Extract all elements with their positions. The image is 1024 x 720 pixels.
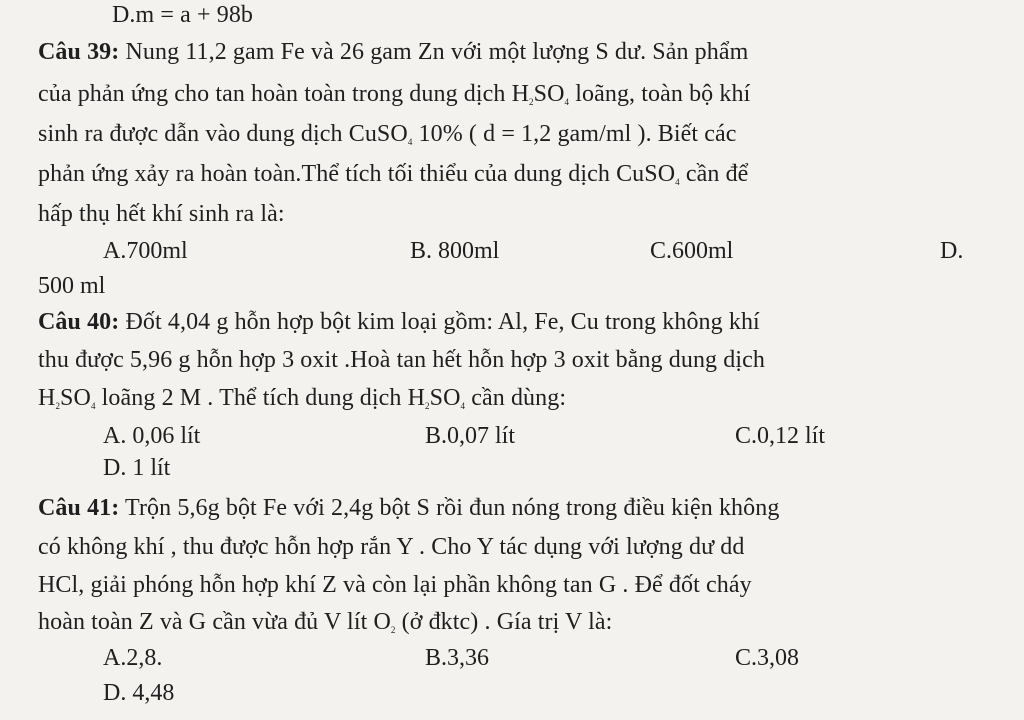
q41-line-1: Câu 41: Trộn 5,6g bột Fe với 2,4g bột S rồi đun nóng trong điều kiện không	[38, 495, 780, 521]
q41-option-c: C.3,08	[735, 645, 800, 671]
q39-line-3: sinh ra được dẫn vào dung dịch CuSO$_4$ 10% ( d = 1,2 gam/ml ). Biết các	[38, 121, 737, 147]
q41-line-2: có không khí , thu được hỗn hợp rắn Y . Cho Y tác dụng với lượng dư dd	[38, 534, 745, 560]
q41-label: Câu 41:	[38, 495, 120, 521]
q41-option-b: B.3,36	[425, 645, 490, 671]
q41-line-4: hoàn toàn Z và G cần vừa đủ V lít $O_2$ (ở đktc) . Gía trị V là:	[38, 609, 613, 635]
q40-line-2: thu được 5,96 g hỗn hợp 3 oxit .Hoà tan hết hỗn hợp 3 oxit bằng dung dịch	[38, 347, 765, 373]
q41-line-3: HCl, giải phóng hỗn hợp khí Z và còn lại phần không tan G . Để đốt cháy	[38, 572, 752, 598]
q39-option-a: A.700ml	[103, 238, 188, 264]
q39-line-1: Câu 39: Nung 11,2 gam Fe và 26 gam Zn với một lượng S dư. Sản phẩm	[38, 39, 749, 65]
q39-line-2: của phản ứng cho tan hoàn toàn trong dung dịch $H_2SO_4$ loãng, toàn bộ khí	[38, 81, 751, 107]
q39-option-c: C.600ml	[650, 238, 734, 264]
q39-option-d-value: 500 ml	[38, 273, 106, 299]
q40-option-d: D. 1 lít	[103, 455, 171, 481]
q41-option-d: D. 4,48	[103, 680, 175, 706]
q40-option-b: B.0,07 lít	[425, 423, 516, 449]
q40-option-c: C.0,12 lít	[735, 423, 826, 449]
q40-line-3: $H_2SO_4$ loãng 2 M . Thể tích dung dịch $H_2SO_4$ cần dùng:	[38, 385, 567, 411]
previous-answer-d: D.m = a + 98b	[112, 2, 254, 28]
q40-label: Câu 40:	[38, 309, 120, 335]
q39-option-d-letter: D.	[940, 238, 964, 264]
q40-option-a: A. 0,06 lít	[103, 423, 201, 449]
q39-option-b: B. 800ml	[410, 238, 500, 264]
q39-line-5: hấp thụ hết khí sinh ra là:	[38, 201, 285, 227]
q39-label: Câu 39:	[38, 39, 120, 65]
q41-option-a: A.2,8.	[103, 645, 163, 671]
q39-line-4: phản ứng xảy ra hoàn toàn.Thể tích tối thiểu của dung dịch CuSO$_4$ cần để	[38, 161, 749, 187]
q40-line-1: Câu 40: Đốt 4,04 g hỗn hợp bột kim loại gồm: Al, Fe, Cu trong không khí	[38, 309, 760, 335]
